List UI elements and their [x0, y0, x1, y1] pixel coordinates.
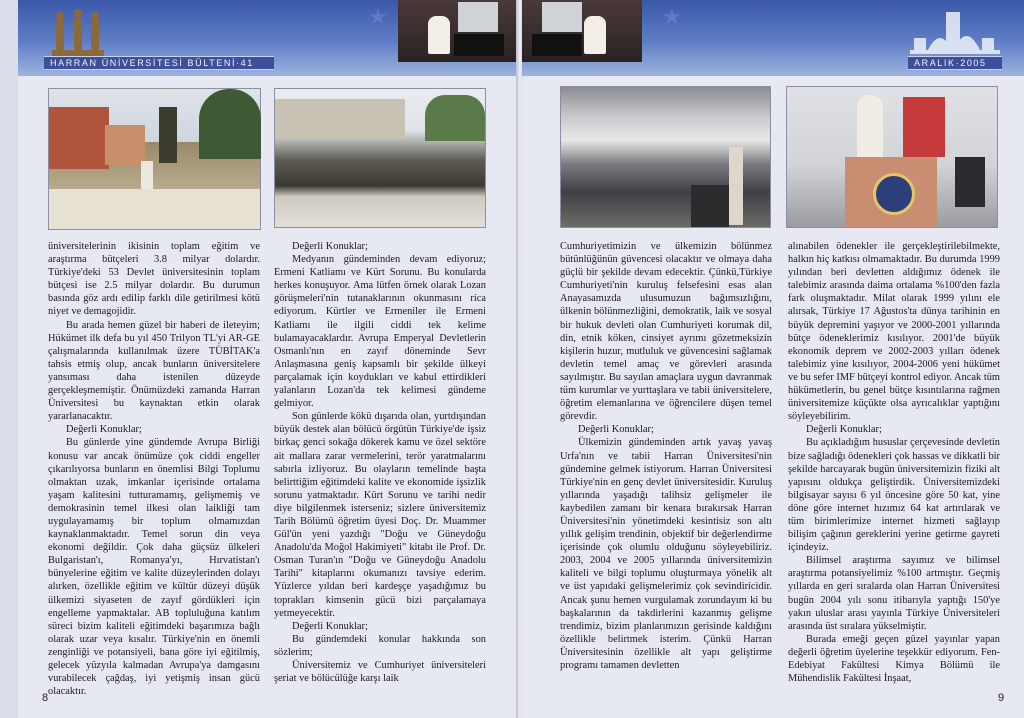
right-page	[522, 0, 1024, 718]
page-number: 8	[42, 692, 49, 704]
left-page	[18, 0, 518, 718]
paragraph: Bu günlerde yine gündemde Avrupa Birliği konusu var ancak önümüze çok ciddi engeller çıkarılıyorsa bunların en önemlisi Bilgi Toplumu olmaktan uzak, imkanlar içerisinde ortalama yaşam kalitesini tutturamamış, gelişmemiş ve demokrasinin temel ilkesi olan laikliği tam uygulayamamış bir toplum olmamızdan kaynaklanmaktadır. Temel sorun din veya ekonomi değildir. Çok daha güçsüz ülkeleri Bulgaristan'ı, Romanya'yı, Hırvatistan'ı bünyelerine eğitim ve kalite düzeylerinden dolayı alırken, özellikle eğitim ve kültür düzeyi düşük ülkemizi siyaseten de zayıf gördükleri için engelleme yapmaktalar. AB topluluğuna katılım süreci bizim kaliteli eğitimdeki başarımıza bağlı olarak uzar veya kısalır. Türkiye'nin en önemli zenginliği ve potansiyeli, bana göre iyi eğitilmiş, gelecek yüzyıla kalmadan Avrupa'ya damgasını vurabilecek çağdaş, iyi yetişmiş insan gücü olacaktır.	[48, 437, 260, 698]
issue-date: ARALIK·2005	[914, 58, 987, 68]
paragraph: Burada emeği geçen güzel yayınlar yapan değerli öğretim üyelerine teşekkür ediyorum. Fen-Edebiyat Fakültesi Kimya Bölümü ile Mühendislik Fakültesi İnşaat,	[788, 633, 1000, 685]
paragraph: Medyanın gündeminden devam ediyoruz; Ermeni Katliamı ve Kürt Sorunu. Bu konularda herkes konuşuyor. Ama lütfen örnek olarak Lozan görüşmeleri'nin tutanaklarının okunmasını rica ediyorum. Kürtler ve Ermeniler ile Ermeni Katliamı ile ilgili ciddi tek kelime bulamayacaklardır. Avrupa Emperyal Devletlerin Osmanlı'nın en zayıf döneminde Sevr Anlaşmasına geniş kapsamlı bir şekilde ülkeyi parçalamak için koydukları ve kabul ettirdikleri yalanların Lozan'da tek kelimesi gündeme gelmiyor.	[274, 254, 486, 410]
bulletin-title: HARRAN ÜNİVERSİTESİ BÜLTENİ·41	[50, 58, 254, 68]
paragraph: Bu arada hemen güzel bir haberi de ileteyim; Hükümet ilk defa bu yıl 450 Trilyon TL'yi AR-GE çalışmalarında kullanılmak üzere TÜBİTAK'a tahsis etmiş olup, ancak bunların üniversitelere yansıması daha istenilen düzeyde gerçekleşmemiştir. Önümüzdeki zamanda Harran Üniversitesi bu kaynaktan etkin olarak yararlanacaktır.	[48, 319, 260, 423]
statue-ceremony-photo	[48, 88, 261, 230]
paragraph: alınabilen ödenekler ile gerçekleştirilebilmekte, halkın hiç katkısı olmamaktadır. Bu durumda 1999 yılından beri devletten aldığımız ödenek ile talebimiz arasında daima ortalama %100'den fazla fark oluşmaktadır. Milat olarak 1999 yılını ele alırsak, Türkiye 17 Ağustos'ta dünya tarihinin en büyük depremini yaşıyor ve 2000-2001 yıllarında bütçe ödeneklerimiz kısılıyor. 2001'de büyük ekonomik deprem ve 2002-2003 yılları ödenek talebimiz yine kısılıyor, 2004-2006 yeni hükümet ve bu sefer IMF bütçeyi kontrol ediyor. Ancak tüm hükümetlerin, bu genel bütçe kısıntılarına rağmen üniversitemize küçükte olsa ayrıcalıklar yaptığını söyleyebilirim.	[788, 241, 1000, 423]
left-column-2	[274, 240, 486, 688]
paragraph: Bilimsel araştırma sayımız ve bilimsel araştırma potansiyelimiz %100 artmıştır. Geçmiş yıllarda en geri sıralarda olan Harran Üniversitesi bugün 2004 yılı sonu itibarıyla yaptığı 150'ye yakın uluslar arası yayınla Türkiye Üniversiteleri arasında üst sıralara yükselmiştir.	[788, 555, 1000, 632]
right-header	[522, 0, 1024, 76]
paragraph: Değerli Konuklar;	[292, 241, 368, 252]
right-column-2	[788, 240, 1000, 688]
page-number: 9	[998, 692, 1005, 704]
speaker-podium-photo	[786, 86, 998, 228]
bulletin-banner	[44, 56, 274, 70]
campus-logo-icon	[910, 8, 1000, 56]
audience-hall-photo	[560, 86, 771, 228]
paragraph: Değerli Konuklar;	[66, 424, 142, 436]
left-column-1	[48, 240, 260, 698]
paragraph: Bu gündemdeki konular hakkında son sözlerim;	[274, 633, 486, 658]
paragraph: Bu açıkladığım hususlar çerçevesinde devletin bize sağladığı ödenekleri çok hassas ve dikkatli bir şekilde harcayarak bugün üniversitemizin fiziki alt yapısını oldukça geliştirdik. Üniversitemizdeki bilgisayar sayısı 6 yıl öncesine göre 50 kat, yine döne göre internet hızımız 64 kat artırılarak ve tüm birimlerimize internet hizmeti sağlayıp bilişim çağının gereklerini yerine getirme gayreti içindeyiz.	[788, 437, 1000, 554]
paragraph: üniversitelerinin ikisinin toplam eğitim ve araştırma bütçeleri 3.8 milyar dolardır. Türkiye'deki 53 Devlet üniversitesinin toplam bütçesi ise 2.5 milyar dolardır. Bu durumun basında göz ardı edilip farklı dile getirilmesi kötü niyet ve demagojidir.	[48, 241, 260, 318]
paragraph: Ülkemizin gündeminden artık yavaş yavaş Urfa'nın ve tabii Harran Üniversitesi'nin gündemine gelmek istiyorum. Harran Üniversitesi Türkiye'nin en genç devlet üniversitesidir. Kuruluş yıllarında yaşadığı talihsiz gelişmeler ile kaybedilen zamanı bir kenara bırakırsak Harran Üniversitesi'nin yönetimdeki kesintisiz son altı yıllık gelişim trendinin, objektif bir değerlendirme içerisinde çok olumlu olduğunu söyleyebiliriz. 2003, 2004 ve 2005 yıllarında üniversitemizin kaliteli ve bilgi toplumu oluşturmaya yönelik alt ve üst yapıdaki gelişmelerimiz çok sevindiricidir. Ancak şunu hemen vurgulamak zorundayım ki bu başkalarının da takdirlerini kazanmış gelişme trendimiz, bizim planlarımızın gerisinde kaldığını özellikle belirtmek isterim. Çünkü Harran Üniversitesinin özellikle alt yapı geliştirme programı tamamen devletten	[560, 437, 772, 671]
right-article-body	[560, 240, 1000, 688]
right-column-1	[560, 240, 772, 688]
concert-photo	[522, 0, 642, 62]
date-banner	[908, 56, 1002, 70]
star-icon: ★	[662, 4, 682, 29]
paragraph: Değerli Konuklar;	[292, 620, 368, 632]
concert-photo	[398, 0, 518, 62]
crowd-photo	[274, 88, 486, 228]
left-article-body	[48, 240, 488, 698]
statue-logo-icon	[48, 8, 108, 60]
star-icon: ★	[368, 4, 388, 29]
paragraph: Cumhuriyetimizin ve ülkemizin bölünmez bütünlüğünün güvencesi olacaktır ve olmaya daha güçlü bir şekilde devam edecektir. Çünkü,Türkiye Cumhuriyeti'nin kuruluş felsefesini esas alan Anayasamızda ulusumuzun bağımsızlığını, ülkenin bölünmezliğini, demokratik, laik ve sosyal bir hukuk devleti olan Cumhuriyeti korumak dil, din, etnik köken, cinsiyet ayrımı gözetmeksizin kişilerin huzur, mutluluk ve güvencesini sağlamak devletin temel amaç ve görevleri arasında sayılmıştır. Bu sayılan amaçlara uygun davranmak tüm kurumlar ve yurttaşlara ve tabii üniversitelere, öğretim elemanlarına ve öğrencilere düşen temel görevdir.	[560, 241, 772, 423]
left-header	[18, 0, 518, 76]
paragraph: Değerli Konuklar;	[806, 424, 882, 436]
paragraph: Değerli Konuklar;	[578, 424, 654, 436]
paragraph: Son günlerde kökü dışarıda olan, yurtdışından büyük destek alan bölücü örgütün Türkiye'de işsiz birkaç genci sokağa dökerek kamu ve özel sektöre ait mallara zarar vermelerini, terör yaratmalarını sabırla izliyoruz. Bu olayların temelinde başta belirttiğim eğitimdeki kalite ve ekonomide işsizlik sorunu yatmaktadır. Kürt Sorunu ve tarihi nedir diye bilgilenmek isterseniz; sizlere üniversitemiz Tarih Bölümü öğretim üyesi Doç. Dr. Muammer Gül'ün yeni yazdığı "Doğu ve Güneydoğu Anadolu'da Moğol Hakimiyeti" kitabı ile Prof. Dr. Osman Turan'ın "Doğu ve Güneydoğu Anadolu Tarihi" kitaplarını okumanızı tavsiye ederim. Yüzlerce yıldan beri kardeşçe yaşadığımız bu toprakları kimsenin gücü bizi parçalamaya yetmeyecektir.	[274, 411, 486, 619]
paragraph: Üniversitemiz ve Cumhuriyet üniversiteleri şeriat ve bölücülüğe karşı laik	[274, 660, 486, 685]
